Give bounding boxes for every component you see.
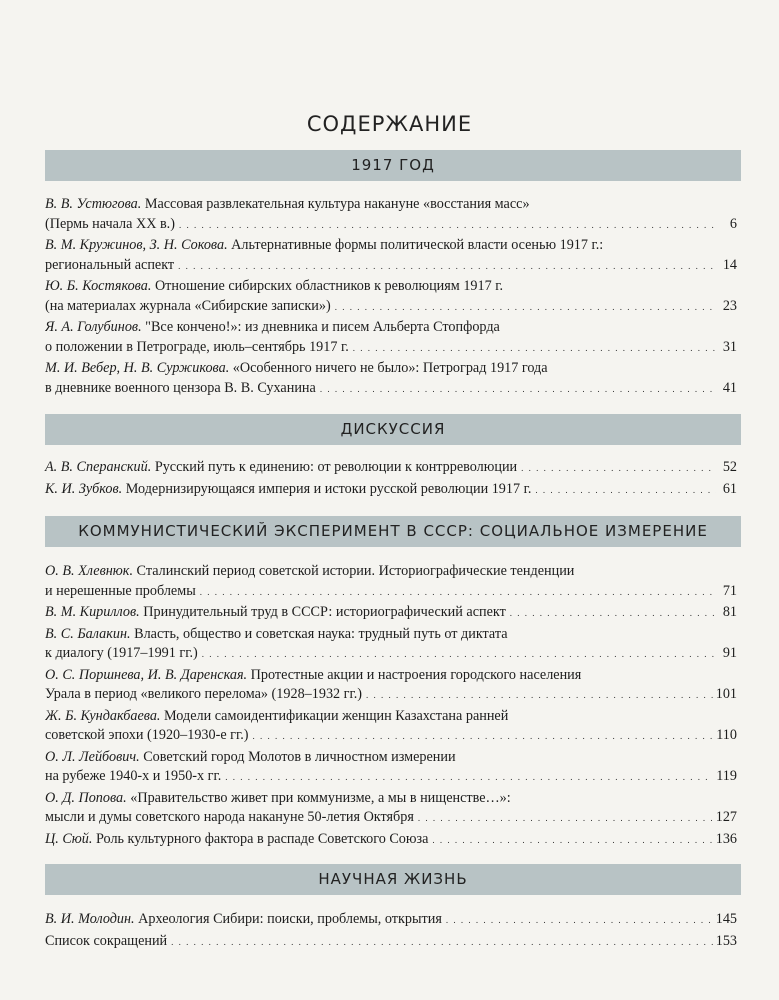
toc-entry[interactable] (45, 789, 737, 829)
entry-author: О. В. Хлевнюк. (45, 563, 133, 579)
entry-title: и нерешенные проблемы (45, 582, 196, 599)
entry-title: Советский город Молотов в личностном измерении (143, 748, 456, 765)
toc-entry[interactable] (45, 748, 737, 788)
entry-title: Протестные акции и настроения городского населения (250, 666, 582, 683)
entry-title: Принудительный труд в СССР: историографический аспект (143, 604, 506, 620)
leader-dots (521, 458, 716, 479)
entry-title: Русский путь к единению: от революции к контрреволюции (154, 459, 518, 475)
section-header: 1917 ГОД (45, 150, 741, 181)
entry-list (45, 910, 737, 953)
leader-dots (353, 338, 716, 359)
page-number: 31 (722, 338, 737, 355)
section-header: ДИСКУССИЯ (45, 414, 741, 445)
toc-entry[interactable] (45, 830, 737, 851)
entry-title: Урала в период «великого перелома» (1928–1932 гг.) (45, 686, 362, 702)
entry-list (45, 458, 737, 501)
entry-list (45, 562, 737, 851)
entry-title: советской эпохи (1920–1930-е гг.) (45, 727, 249, 743)
leader-dots (446, 910, 713, 931)
page-number: 6 (729, 215, 737, 232)
leader-dots (179, 215, 716, 236)
entry-author: О. Л. Лейбович. (45, 748, 140, 765)
leader-dots (178, 256, 716, 277)
entry-title: "Все кончено!»: из дневника и писем Альберта Стопфорда (145, 319, 500, 335)
entry-author: Ц. Сюй. (45, 830, 93, 847)
page-number: 14 (722, 256, 737, 273)
entry-title: на рубеже 1940-х и 1950-х гг. (45, 768, 222, 784)
page-number: 91 (722, 645, 737, 661)
page-number: 41 (722, 379, 737, 396)
leader-dots (418, 808, 713, 829)
toc-entry[interactable] (45, 318, 737, 358)
entry-author: К. И. Зубков. (45, 480, 123, 497)
page-number: 23 (722, 297, 737, 314)
page-number: 153 (715, 932, 737, 949)
entry-title: Модернизирующаяся империя и истоки русской революции 1917 г. (125, 480, 532, 497)
entry-title: Власть, общество и советская наука: трудный путь от диктата (134, 625, 508, 642)
entry-title: Археология Сибири: поиски, проблемы, открытия (138, 911, 442, 927)
entry-title: о положении в Петрограде, июль–сентябрь 1917 г. (45, 338, 349, 355)
entry-title: «Правительство живет при коммунизме, а мы в нищенстве…»: (130, 789, 511, 806)
leader-dots (225, 767, 713, 788)
entry-title: (Пермь начала XX в.) (45, 215, 175, 232)
entry-title: Роль культурного фактора в распаде Советского Союза (96, 830, 429, 847)
toc-entry[interactable] (45, 666, 737, 706)
entry-title: Массовая развлекательная культура накануне «восстания масс» (144, 196, 530, 212)
page-number: 119 (716, 768, 737, 784)
leader-dots (200, 582, 716, 603)
toc-entry[interactable] (45, 458, 737, 479)
toc-entry[interactable] (45, 562, 737, 602)
toc-entry[interactable] (45, 932, 737, 953)
page-number: 81 (722, 604, 737, 620)
entry-title: Список сокращений (45, 932, 168, 949)
leader-dots (252, 726, 713, 747)
entry-author: Ю. Б. Костякова. (45, 278, 152, 294)
leader-dots (535, 480, 716, 501)
entry-author: Ж. Б. Кундакбаева. (45, 707, 161, 724)
toc-entry[interactable] (45, 910, 737, 931)
toc-entry[interactable] (45, 603, 737, 624)
entry-author: М. И. Вебер, Н. В. Суржикова. (45, 360, 230, 376)
toc-entry[interactable] (45, 277, 737, 317)
toc-entry[interactable] (45, 236, 737, 276)
page-number: 145 (715, 911, 737, 927)
page-title: СОДЕРЖАНИЕ (306, 112, 473, 136)
page-number: 101 (715, 686, 737, 702)
leader-dots (320, 379, 716, 400)
entry-title: к диалогу (1917–1991 гг.) (45, 645, 198, 661)
toc-entry[interactable] (45, 195, 737, 235)
page-number: 52 (722, 459, 737, 475)
toc-entry[interactable] (45, 707, 737, 747)
leader-dots (432, 830, 712, 851)
entry-title: в дневнике военного цензора В. В. Суханина (45, 379, 316, 396)
entry-author: В. В. Устюгова. (45, 196, 142, 212)
toc-entry[interactable] (45, 480, 737, 501)
entry-title: региональный аспект (45, 256, 175, 273)
page-number: 136 (715, 830, 737, 847)
entry-title: (на материалах журнала «Сибирские записки») (45, 297, 331, 314)
page-number: 61 (722, 480, 737, 497)
leader-dots (366, 685, 713, 706)
entry-author: А. В. Сперанский. (45, 459, 152, 475)
toc-entry[interactable] (45, 625, 737, 665)
leader-dots (202, 644, 716, 665)
entry-author: В. М. Кириллов. (45, 604, 140, 620)
entry-author: О. Д. Попова. (45, 789, 127, 806)
entry-author: В. М. Кружинов, З. Н. Сокова. (45, 237, 228, 253)
entry-title: Модели самоидентификации женщин Казахстана ранней (164, 707, 509, 724)
page-number: 127 (715, 809, 737, 825)
page-number: 110 (716, 727, 737, 743)
entry-author: О. С. Поршнева, И. В. Даренская. (45, 666, 248, 683)
entry-title: Отношение сибирских областников к революциям 1917 г. (154, 278, 504, 294)
entry-author: Я. А. Голубинов. (45, 319, 142, 335)
section-header: НАУЧНАЯ ЖИЗНЬ (45, 864, 741, 895)
page-number: 71 (722, 582, 737, 599)
leader-dots (510, 603, 716, 624)
entry-title: «Особенного ничего не было»: Петроград 1917 года (232, 360, 548, 376)
entry-list (45, 195, 737, 400)
section-header: КОММУНИСТИЧЕСКИЙ ЭКСПЕРИМЕНТ В СССР: СОЦИАЛЬНОЕ ИЗМЕРЕНИЕ (45, 516, 741, 547)
entry-title: Альтернативные формы политической власти осенью 1917 г.: (231, 237, 604, 253)
entry-author: В. С. Балакин. (45, 625, 131, 642)
entry-author: В. И. Молодин. (45, 911, 135, 927)
toc-entry[interactable] (45, 359, 737, 399)
entry-title: Сталинский период советской истории. Историографические тенденции (136, 563, 575, 579)
leader-dots (171, 932, 713, 953)
leader-dots (335, 297, 716, 318)
entry-title: мысли и думы советского народа накануне 50-летия Октября (45, 809, 414, 825)
